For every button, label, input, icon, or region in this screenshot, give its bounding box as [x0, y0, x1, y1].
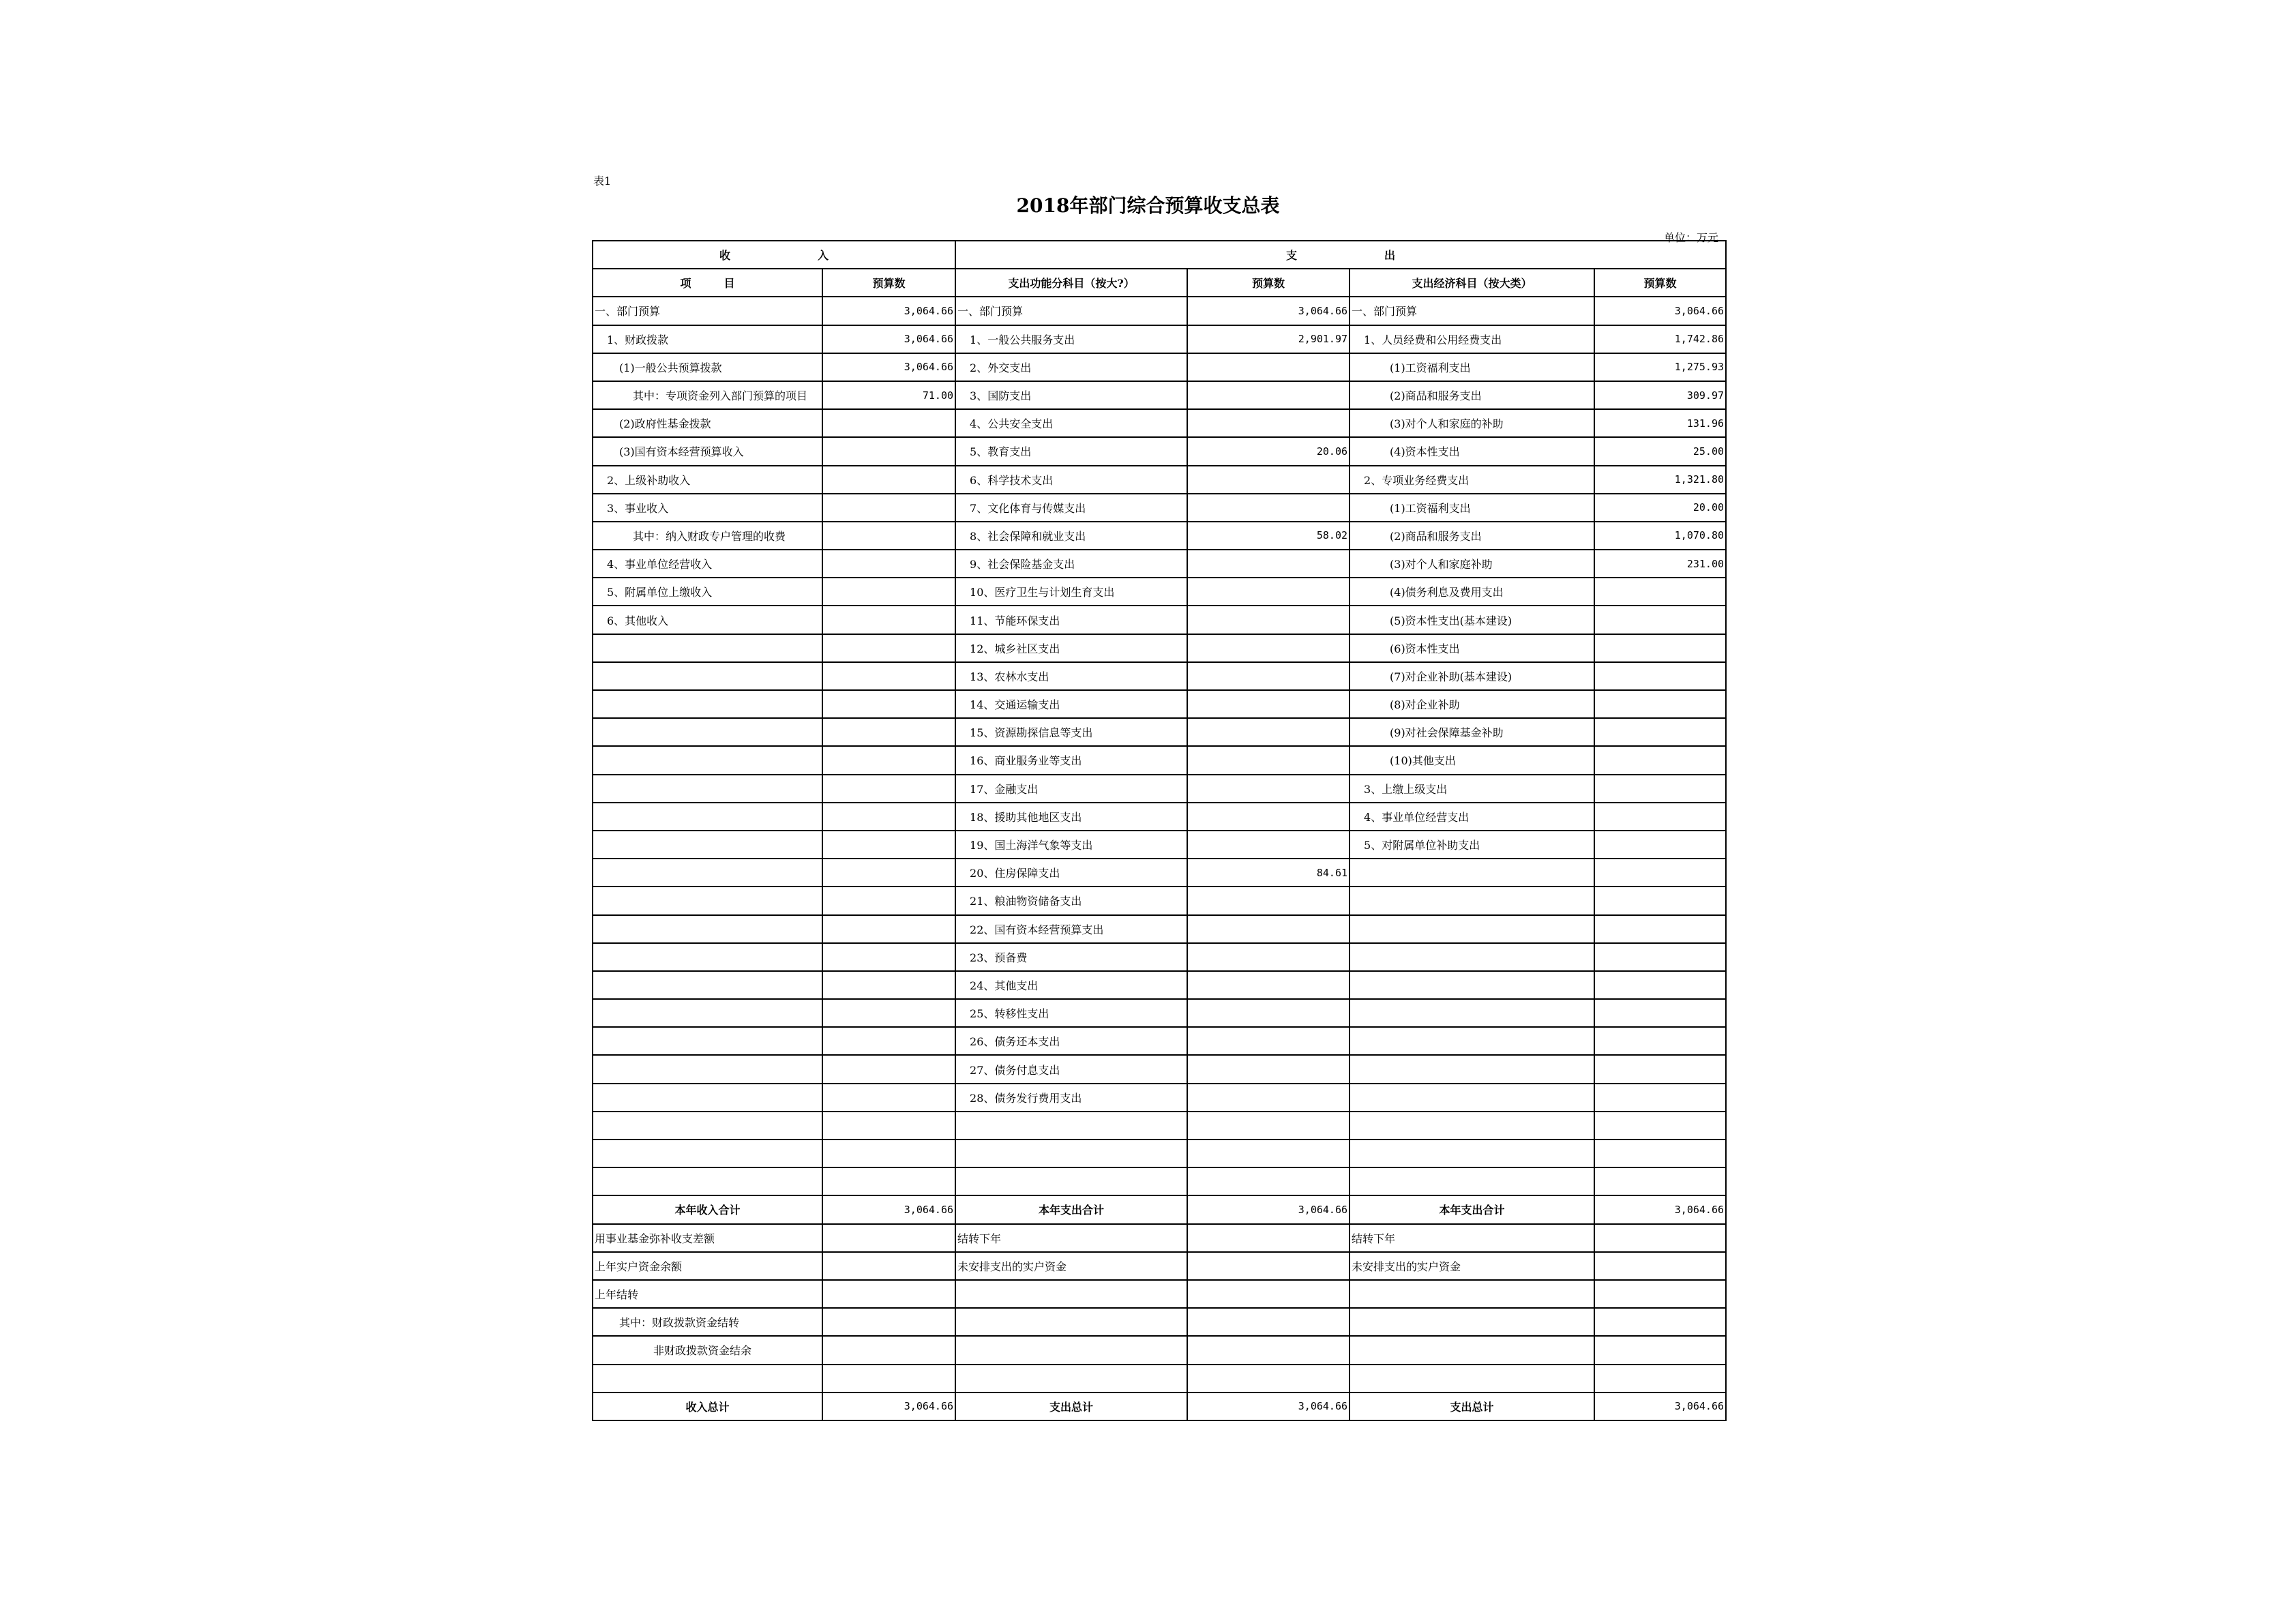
header-row-2: [593, 269, 1726, 297]
table-row: [593, 718, 1726, 746]
income-budget-cell: [822, 1055, 955, 1083]
income-item-cell: 其中：财政拨款资金结转: [593, 1308, 822, 1336]
econ-item-cell: 结转下年: [1350, 1224, 1594, 1252]
income-budget-cell: 3,064.66: [822, 297, 955, 325]
income-item-cell: 其中：纳入财政专户管理的收费: [593, 522, 822, 550]
income-item-cell: [593, 718, 822, 746]
income-item-cell: 1、财政拨款: [593, 325, 822, 353]
income-budget-cell: [822, 915, 955, 943]
econ-item-cell: 5、对附属单位补助支出: [1350, 831, 1594, 859]
func-item-cell: 一、部门预算: [955, 297, 1187, 325]
econ-budget-cell: 231.00: [1594, 550, 1726, 578]
econ-item-cell: [1350, 1336, 1594, 1364]
col-econ-header: 支出经济科目（按大类）: [1350, 269, 1594, 297]
table-row: [593, 1167, 1726, 1195]
func-item-cell: 1、一般公共服务支出: [955, 325, 1187, 353]
func-budget-cell: [1187, 1252, 1350, 1280]
income-item-cell: [593, 634, 822, 662]
table-row: [593, 494, 1726, 522]
func-budget-cell: [1187, 1167, 1350, 1195]
func-item-cell: 27、债务付息支出: [955, 1055, 1187, 1083]
expense-header: 支 出: [955, 241, 1726, 269]
table-row: [593, 1336, 1726, 1364]
income-item-cell: [593, 943, 822, 971]
income-item-cell: [593, 690, 822, 718]
econ-item-cell: 2、专项业务经费支出: [1350, 466, 1594, 494]
func-budget-cell: [1187, 1336, 1350, 1364]
func-item-cell: [955, 1308, 1187, 1336]
table-row: [593, 915, 1726, 943]
income-budget-cell: [822, 803, 955, 831]
income-budget-cell: [822, 1224, 955, 1252]
econ-budget-cell: [1594, 1140, 1726, 1167]
econ-item-cell: 未安排支出的实户资金: [1350, 1252, 1594, 1280]
func-item-cell: [955, 1167, 1187, 1195]
func-budget-cell: [1187, 1224, 1350, 1252]
income-item-cell: [593, 1027, 822, 1055]
econ-item-cell: (8)对企业补助: [1350, 690, 1594, 718]
func-budget-cell: [1187, 1112, 1350, 1140]
income-budget-cell: 71.00: [822, 381, 955, 409]
func-item-cell: 24、其他支出: [955, 971, 1187, 999]
income-budget-cell: 3,064.66: [822, 1195, 955, 1223]
income-item-cell: 2、上级补助收入: [593, 466, 822, 494]
income-budget-cell: [822, 943, 955, 971]
econ-item-cell: (1)工资福利支出: [1350, 494, 1594, 522]
econ-budget-cell: [1594, 1112, 1726, 1140]
econ-budget-cell: [1594, 1365, 1726, 1393]
econ-budget-cell: [1594, 1167, 1726, 1195]
econ-item-cell: [1350, 1084, 1594, 1112]
grand-total-row: [593, 1393, 1726, 1420]
econ-budget-cell: 20.00: [1594, 494, 1726, 522]
func-item-cell: 3、国防支出: [955, 381, 1187, 409]
func-budget-cell: [1187, 1084, 1350, 1112]
econ-item-cell: [1350, 1365, 1594, 1393]
income-item-cell: [593, 999, 822, 1027]
func-budget-cell: [1187, 634, 1350, 662]
econ-item-cell: [1350, 1027, 1594, 1055]
econ-budget-cell: [1594, 999, 1726, 1027]
func-budget-cell: [1187, 662, 1350, 690]
econ-budget-cell: [1594, 943, 1726, 971]
econ-budget-cell: [1594, 662, 1726, 690]
income-item-cell: [593, 662, 822, 690]
table-row: [593, 1280, 1726, 1308]
econ-budget-cell: [1594, 1280, 1726, 1308]
income-item-cell: [593, 746, 822, 774]
table-row: [593, 578, 1726, 606]
func-budget-cell: [1187, 1308, 1350, 1336]
econ-item-cell: (9)对社会保障基金补助: [1350, 718, 1594, 746]
income-budget-cell: 3,064.66: [822, 1393, 955, 1420]
econ-item-cell: (3)对个人和家庭补助: [1350, 550, 1594, 578]
func-item-cell: 结转下年: [955, 1224, 1187, 1252]
col-budget-header: 预算数: [822, 269, 955, 297]
econ-item-cell: 支出总计: [1350, 1393, 1594, 1420]
income-header: 收 入: [593, 241, 955, 269]
func-item-cell: 11、节能环保支出: [955, 606, 1187, 634]
table-row: [593, 1055, 1726, 1083]
func-budget-cell: [1187, 831, 1350, 859]
income-budget-cell: [822, 971, 955, 999]
func-budget-cell: 2,901.97: [1187, 325, 1350, 353]
year-total-row: [593, 1195, 1726, 1223]
func-budget-cell: [1187, 971, 1350, 999]
income-item-cell: [593, 915, 822, 943]
income-item-cell: [593, 1140, 822, 1167]
col-func-header: 支出功能分科目（按大?）: [955, 269, 1187, 297]
income-item-cell: [593, 831, 822, 859]
econ-budget-cell: [1594, 859, 1726, 887]
table-row: [593, 831, 1726, 859]
income-item-cell: (2)政府性基金拨款: [593, 409, 822, 437]
income-budget-cell: [822, 634, 955, 662]
income-budget-cell: 3,064.66: [822, 325, 955, 353]
econ-budget-cell: [1594, 1308, 1726, 1336]
func-item-cell: 18、援助其他地区支出: [955, 803, 1187, 831]
table-row: [593, 409, 1726, 437]
income-item-cell: [593, 1084, 822, 1112]
econ-item-cell: (5)资本性支出(基本建设): [1350, 606, 1594, 634]
table-row: [593, 803, 1726, 831]
econ-item-cell: [1350, 1112, 1594, 1140]
func-item-cell: 5、教育支出: [955, 437, 1187, 465]
income-item-cell: (3)国有资本经营预算收入: [593, 437, 822, 465]
econ-budget-cell: [1594, 1252, 1726, 1280]
econ-budget-cell: 3,064.66: [1594, 297, 1726, 325]
econ-item-cell: (6)资本性支出: [1350, 634, 1594, 662]
func-budget-cell: [1187, 1280, 1350, 1308]
econ-item-cell: 本年支出合计: [1350, 1195, 1594, 1223]
econ-item-cell: [1350, 1280, 1594, 1308]
income-budget-cell: [822, 1365, 955, 1393]
func-item-cell: 17、金融支出: [955, 775, 1187, 803]
table-row: [593, 297, 1726, 325]
func-budget-cell: 58.02: [1187, 522, 1350, 550]
income-budget-cell: [822, 746, 955, 774]
econ-item-cell: [1350, 971, 1594, 999]
econ-item-cell: [1350, 1308, 1594, 1336]
func-budget-cell: [1187, 409, 1350, 437]
func-budget-cell: [1187, 887, 1350, 914]
income-budget-cell: [822, 887, 955, 914]
income-budget-cell: [822, 1084, 955, 1112]
func-budget-cell: [1187, 999, 1350, 1027]
func-item-cell: 26、债务还本支出: [955, 1027, 1187, 1055]
func-item-cell: 21、粮油物资储备支出: [955, 887, 1187, 914]
econ-budget-cell: [1594, 915, 1726, 943]
econ-budget-cell: [1594, 775, 1726, 803]
econ-budget-cell: [1594, 1084, 1726, 1112]
income-budget-cell: [822, 578, 955, 606]
table-row: [593, 522, 1726, 550]
econ-item-cell: (7)对企业补助(基本建设): [1350, 662, 1594, 690]
econ-item-cell: (2)商品和服务支出: [1350, 381, 1594, 409]
econ-budget-cell: [1594, 606, 1726, 634]
table-row: [593, 1308, 1726, 1336]
econ-item-cell: [1350, 1140, 1594, 1167]
income-budget-cell: [822, 662, 955, 690]
table-row: [593, 1224, 1726, 1252]
income-budget-cell: [822, 775, 955, 803]
func-budget-cell: [1187, 1140, 1350, 1167]
table-row: [593, 887, 1726, 914]
econ-budget-cell: 3,064.66: [1594, 1195, 1726, 1223]
econ-budget-cell: 1,275.93: [1594, 353, 1726, 381]
econ-item-cell: (3)对个人和家庭的补助: [1350, 409, 1594, 437]
income-item-cell: 3、事业收入: [593, 494, 822, 522]
col-budget-header: 预算数: [1187, 269, 1350, 297]
table-row: [593, 606, 1726, 634]
func-item-cell: 12、城乡社区支出: [955, 634, 1187, 662]
func-budget-cell: [1187, 353, 1350, 381]
table-row: [593, 1084, 1726, 1112]
table-row: [593, 971, 1726, 999]
econ-budget-cell: [1594, 887, 1726, 914]
income-budget-cell: [822, 859, 955, 887]
econ-item-cell: [1350, 943, 1594, 971]
income-budget-cell: [822, 1252, 955, 1280]
page-title: 2018年部门综合预算收支总表: [1016, 194, 1280, 217]
econ-budget-cell: 309.97: [1594, 381, 1726, 409]
econ-budget-cell: [1594, 831, 1726, 859]
income-item-cell: [593, 859, 822, 887]
func-budget-cell: [1187, 718, 1350, 746]
income-item-cell: [593, 1365, 822, 1393]
econ-budget-cell: [1594, 634, 1726, 662]
income-budget-cell: [822, 1140, 955, 1167]
econ-budget-cell: [1594, 690, 1726, 718]
income-budget-cell: [822, 522, 955, 550]
func-item-cell: 25、转移性支出: [955, 999, 1187, 1027]
func-item-cell: 28、债务发行费用支出: [955, 1084, 1187, 1112]
func-budget-cell: [1187, 550, 1350, 578]
income-item-cell: [593, 1055, 822, 1083]
func-budget-cell: [1187, 1027, 1350, 1055]
income-budget-cell: [822, 466, 955, 494]
income-item-cell: 上年结转: [593, 1280, 822, 1308]
income-item-cell: 非财政拨款资金结余: [593, 1336, 822, 1364]
func-item-cell: [955, 1280, 1187, 1308]
econ-budget-cell: [1594, 1224, 1726, 1252]
func-budget-cell: 3,064.66: [1187, 1393, 1350, 1420]
func-budget-cell: [1187, 1365, 1350, 1393]
table-row: [593, 690, 1726, 718]
col-item-header: 项 目: [593, 269, 822, 297]
table-row: [593, 999, 1726, 1027]
func-budget-cell: [1187, 466, 1350, 494]
func-budget-cell: 3,064.66: [1187, 297, 1350, 325]
income-budget-cell: [822, 831, 955, 859]
econ-item-cell: 3、上缴上级支出: [1350, 775, 1594, 803]
income-budget-cell: [822, 718, 955, 746]
econ-budget-cell: 131.96: [1594, 409, 1726, 437]
func-budget-cell: [1187, 746, 1350, 774]
income-item-cell: [593, 803, 822, 831]
func-item-cell: 2、外交支出: [955, 353, 1187, 381]
table-row: [593, 1112, 1726, 1140]
econ-budget-cell: 3,064.66: [1594, 1393, 1726, 1420]
econ-item-cell: [1350, 915, 1594, 943]
func-budget-cell: [1187, 606, 1350, 634]
income-item-cell: [593, 1112, 822, 1140]
econ-budget-cell: [1594, 1055, 1726, 1083]
func-budget-cell: [1187, 775, 1350, 803]
func-budget-cell: [1187, 494, 1350, 522]
func-item-cell: 20、住房保障支出: [955, 859, 1187, 887]
func-item-cell: 支出总计: [955, 1393, 1187, 1420]
income-budget-cell: [822, 690, 955, 718]
income-budget-cell: [822, 1112, 955, 1140]
econ-item-cell: [1350, 1167, 1594, 1195]
table-row: [593, 381, 1726, 409]
func-budget-cell: [1187, 690, 1350, 718]
table-row: [593, 550, 1726, 578]
income-budget-cell: [822, 550, 955, 578]
income-item-cell: [593, 887, 822, 914]
income-item-cell: 4、事业单位经营收入: [593, 550, 822, 578]
table-row: [593, 662, 1726, 690]
func-item-cell: 7、文化体育与传媒支出: [955, 494, 1187, 522]
econ-budget-cell: [1594, 1336, 1726, 1364]
func-item-cell: [955, 1140, 1187, 1167]
income-budget-cell: 3,064.66: [822, 353, 955, 381]
econ-budget-cell: [1594, 718, 1726, 746]
func-item-cell: [955, 1336, 1187, 1364]
econ-budget-cell: 25.00: [1594, 437, 1726, 465]
func-item-cell: 15、资源勘探信息等支出: [955, 718, 1187, 746]
econ-item-cell: (10)其他支出: [1350, 746, 1594, 774]
income-item-cell: [593, 775, 822, 803]
econ-budget-cell: 1,321.80: [1594, 466, 1726, 494]
econ-budget-cell: [1594, 746, 1726, 774]
budget-table: [592, 240, 1727, 1421]
table-row: [593, 1140, 1726, 1167]
func-item-cell: 6、科学技术支出: [955, 466, 1187, 494]
func-budget-cell: [1187, 943, 1350, 971]
income-item-cell: [593, 1167, 822, 1195]
func-item-cell: 4、公共安全支出: [955, 409, 1187, 437]
table-row: [593, 1027, 1726, 1055]
table-row: [593, 325, 1726, 353]
income-item-cell: 收入总计: [593, 1393, 822, 1420]
income-budget-cell: [822, 1167, 955, 1195]
income-item-cell: 5、附属单位上缴收入: [593, 578, 822, 606]
func-item-cell: 10、医疗卫生与计划生育支出: [955, 578, 1187, 606]
income-item-cell: 6、其他收入: [593, 606, 822, 634]
income-item-cell: 本年收入合计: [593, 1195, 822, 1223]
table-row: [593, 1365, 1726, 1393]
func-item-cell: [955, 1112, 1187, 1140]
func-item-cell: 本年支出合计: [955, 1195, 1187, 1223]
econ-budget-cell: [1594, 971, 1726, 999]
func-item-cell: 16、商业服务业等支出: [955, 746, 1187, 774]
econ-item-cell: [1350, 1055, 1594, 1083]
income-budget-cell: [822, 606, 955, 634]
income-budget-cell: [822, 1336, 955, 1364]
table-row: [593, 634, 1726, 662]
econ-budget-cell: [1594, 578, 1726, 606]
func-budget-cell: [1187, 381, 1350, 409]
func-item-cell: 未安排支出的实户资金: [955, 1252, 1187, 1280]
func-item-cell: 9、社会保险基金支出: [955, 550, 1187, 578]
func-item-cell: 23、预备费: [955, 943, 1187, 971]
income-item-cell: 用事业基金弥补收支差额: [593, 1224, 822, 1252]
income-item-cell: (1)一般公共预算拨款: [593, 353, 822, 381]
func-budget-cell: [1187, 803, 1350, 831]
func-budget-cell: [1187, 1055, 1350, 1083]
econ-item-cell: 1、人员经费和公用经费支出: [1350, 325, 1594, 353]
func-budget-cell: [1187, 915, 1350, 943]
econ-item-cell: 一、部门预算: [1350, 297, 1594, 325]
econ-item-cell: (2)商品和服务支出: [1350, 522, 1594, 550]
income-budget-cell: [822, 1280, 955, 1308]
income-budget-cell: [822, 409, 955, 437]
func-item-cell: 8、社会保障和就业支出: [955, 522, 1187, 550]
econ-budget-cell: [1594, 1027, 1726, 1055]
table-number: 表1: [593, 175, 612, 188]
table-row: [593, 943, 1726, 971]
func-item-cell: 22、国有资本经营预算支出: [955, 915, 1187, 943]
income-budget-cell: [822, 1027, 955, 1055]
table-row: [593, 1252, 1726, 1280]
func-item-cell: [955, 1365, 1187, 1393]
income-budget-cell: [822, 437, 955, 465]
col-budget-header: 预算数: [1594, 269, 1726, 297]
header-row-1: [593, 241, 1726, 269]
econ-budget-cell: 1,070.80: [1594, 522, 1726, 550]
econ-item-cell: [1350, 887, 1594, 914]
func-budget-cell: 3,064.66: [1187, 1195, 1350, 1223]
func-budget-cell: [1187, 578, 1350, 606]
econ-item-cell: 4、事业单位经营支出: [1350, 803, 1594, 831]
econ-budget-cell: [1594, 803, 1726, 831]
unit-label: 单位：万元: [1663, 231, 1718, 244]
econ-budget-cell: 1,742.86: [1594, 325, 1726, 353]
econ-item-cell: [1350, 859, 1594, 887]
func-item-cell: 14、交通运输支出: [955, 690, 1187, 718]
table-row: [593, 859, 1726, 887]
income-budget-cell: [822, 999, 955, 1027]
income-item-cell: 一、部门预算: [593, 297, 822, 325]
table-row: [593, 466, 1726, 494]
func-item-cell: 19、国土海洋气象等支出: [955, 831, 1187, 859]
income-budget-cell: [822, 1308, 955, 1336]
func-item-cell: 13、农林水支出: [955, 662, 1187, 690]
table-row: [593, 353, 1726, 381]
econ-item-cell: (4)债务利息及费用支出: [1350, 578, 1594, 606]
func-budget-cell: 20.06: [1187, 437, 1350, 465]
income-budget-cell: [822, 494, 955, 522]
econ-item-cell: (4)资本性支出: [1350, 437, 1594, 465]
econ-item-cell: [1350, 999, 1594, 1027]
income-item-cell: 上年实户资金余额: [593, 1252, 822, 1280]
func-budget-cell: 84.61: [1187, 859, 1350, 887]
income-item-cell: [593, 971, 822, 999]
table-row: [593, 437, 1726, 465]
econ-item-cell: (1)工资福利支出: [1350, 353, 1594, 381]
table-row: [593, 775, 1726, 803]
income-item-cell: 其中：专项资金列入部门预算的项目: [593, 381, 822, 409]
table-row: [593, 746, 1726, 774]
